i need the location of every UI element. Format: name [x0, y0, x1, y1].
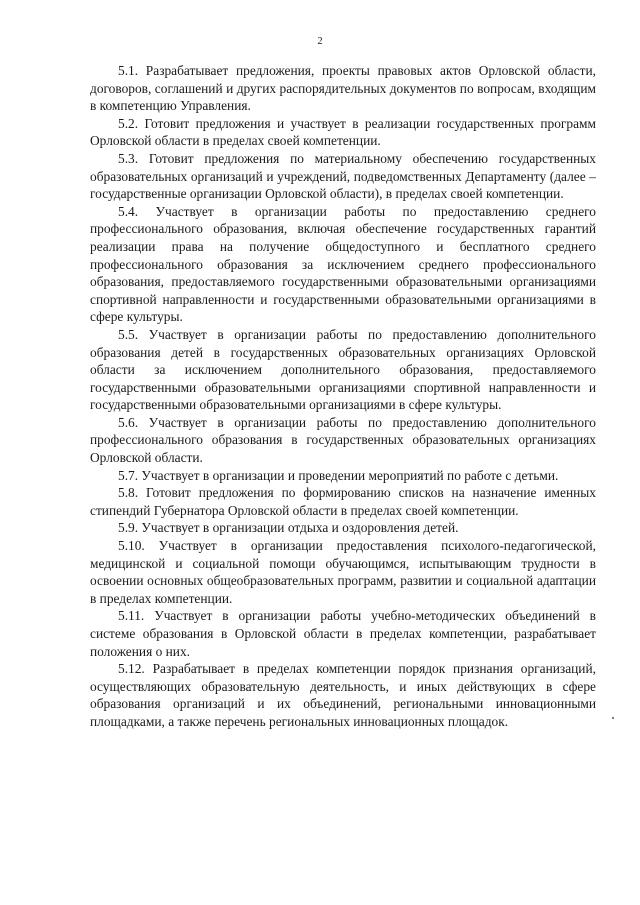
scan-speck: [612, 717, 614, 719]
document-body: [90, 62, 596, 731]
paragraph-5-1: 5.1. Разрабатывает предложения, проекты правовых актов Орловской области, договоров, соглашений и других распорядительных документов по вопросам, входящим в компетенцию Управления.: [90, 63, 596, 114]
paragraph-5-8: 5.8. Готовит предложения по формированию списков на назначение именных стипендий Губернатора Орловской области в пределах своей компетенции.: [90, 485, 596, 518]
paragraph-5-4: 5.4. Участвует в организации работы по предоставлению среднего профессионального образования, включая обеспечение государственных гарантий реализации права на получение общедоступного и бесплатного среднего профессионального образования за исключением среднего профессионального образования, предоставляемого государственными образовательными организациями спортивной направленности и государственными образовательными организациями в сфере культуры.: [90, 203, 596, 325]
paragraph-5-9: 5.9. Участвует в организации отдыха и оздоровления детей.: [118, 520, 459, 536]
paragraph-5-2: 5.2. Готовит предложения и участвует в реализации государственных программ Орловской области в пределах своей компетенции.: [90, 115, 596, 149]
paragraph-5-3: 5.3. Готовит предложения по материальному обеспечению государственных образовательных организаций и учреждений, подведомственных Департаменту (далее – государственные организации Орловской области), в пределах своей компетенции.: [90, 150, 596, 202]
paragraph-5-12: 5.12. Разрабатывает в пределах компетенции порядок признания организаций, осуществляющих образовательную деятельность, и иных действующих в сфере образования организаций и их объединений, региональными инновационными площадками, а также перечень региональных инновационных площадок.: [90, 661, 596, 729]
page-number: 2: [317, 36, 323, 47]
paragraph-5-7: 5.7. Участвует в организации и проведении мероприятий по работе с детьми.: [118, 467, 559, 483]
paragraph-5-6: 5.6. Участвует в организации работы по предоставлению дополнительного профессионального образования в государственных образовательных организациях Орловской области.: [90, 414, 596, 466]
paragraph-5-10: 5.10. Участвует в организации предоставления психолого-педагогической, медицинской и социальной помощи обучающимся, испытывающим трудности в освоении основных общеобразовательных программ, развитии и социальной адаптации в пределах компетенции.: [90, 538, 596, 606]
paragraph-5-5: 5.5. Участвует в организации работы по предоставлению дополнительного образования детей в государственных образовательных организациях Орловской области за исключением дополнительного образования, предоставляемого государственными образовательными организациями спортивной направленности и государственными образовательными организациями в сфере культуры.: [90, 326, 596, 413]
paragraph-5-11: 5.11. Участвует в организации работы учебно-методических объединений в системе образования в Орловской области в пределах компетенции, разрабатывает положения о них.: [90, 608, 596, 659]
